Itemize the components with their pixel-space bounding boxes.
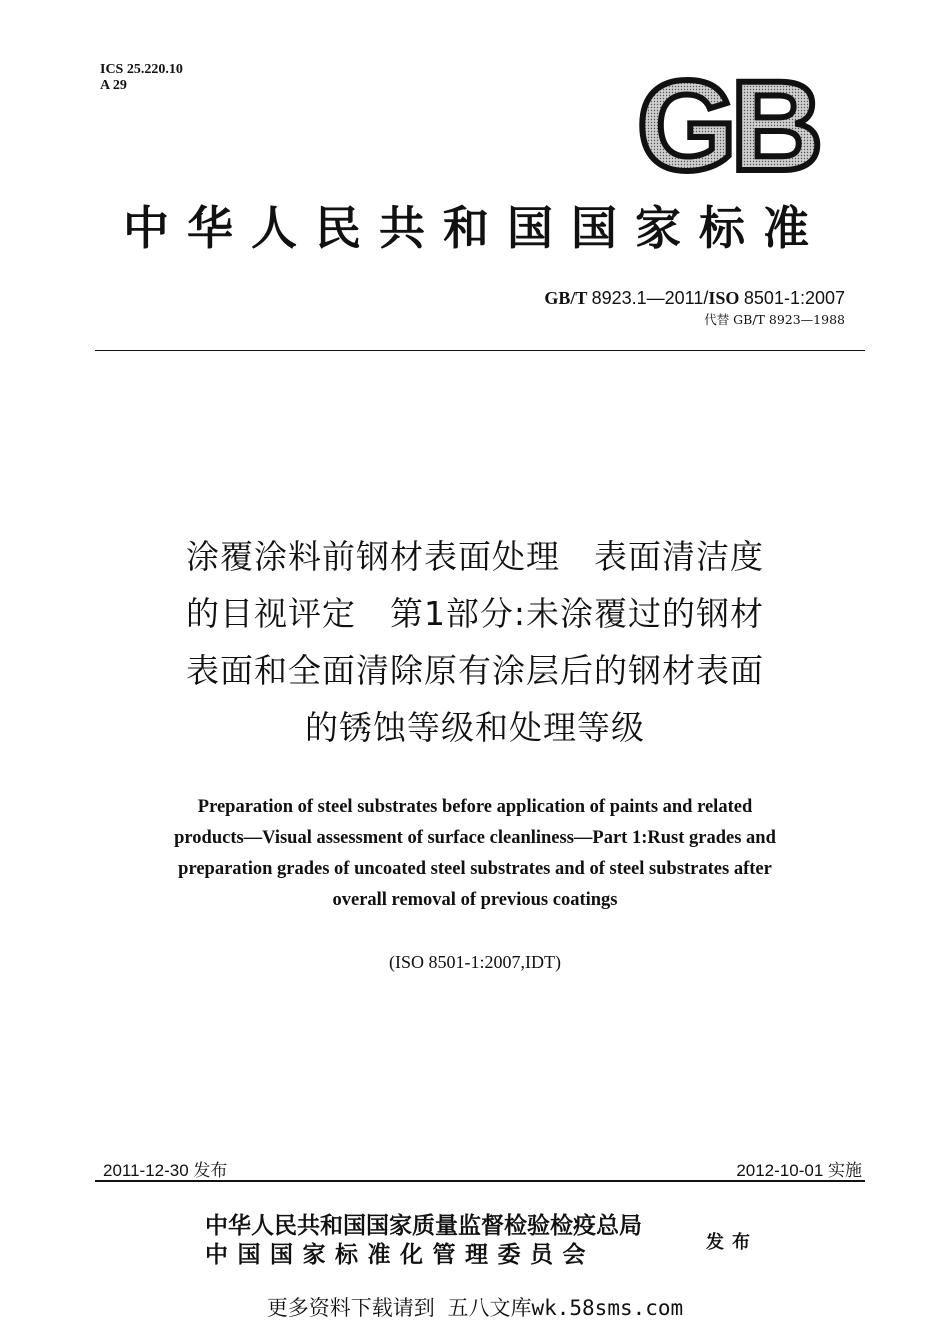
bottom-divider (95, 1180, 865, 1182)
footer-watermark: 更多资料下载请到 五八文库wk.58sms.com (266, 1296, 684, 1320)
ccs-code: A 29 (100, 78, 127, 93)
replaces-standard: 代替 GB/T 8923—1988 (704, 312, 845, 327)
iso-equivalence: (ISO 8501-1:2007,IDT) (389, 952, 561, 972)
english-title-line: preparation grades of uncoated steel substrates and of steel substrates after (178, 859, 772, 879)
english-title-line: Preparation of steel substrates before application of paints and related (197, 797, 753, 817)
standard-number-value: 8923.1—2011/ (591, 288, 709, 308)
top-divider (95, 350, 865, 351)
chinese-title (60, 528, 890, 756)
issuer-aqsiq: 中华人民共和国国家质量监督检验检疫总局 (205, 1213, 642, 1239)
chinese-title-line: 涂覆涂料前钢材表面处理 表面清洁度 (186, 537, 764, 576)
issuing-organizations (205, 1212, 642, 1270)
publish-label: 发布 (706, 1232, 758, 1253)
standard-prefix: GB/T (544, 288, 588, 308)
standard-number (544, 288, 845, 309)
english-title (80, 792, 870, 916)
classification-codes (100, 62, 183, 94)
gb-logo (632, 70, 822, 180)
issuer-sac: 中国国家标准化管理委员会 (205, 1242, 595, 1268)
english-title-line: products—Visual assessment of surface cleanliness—Part 1:Rust grades and (174, 828, 776, 848)
iso-number: 8501-1:2007 (743, 288, 845, 308)
iso-prefix: ISO (708, 288, 740, 308)
ics-code: ICS 25.220.10 (100, 62, 183, 77)
gb-logo-text: GB (637, 70, 817, 180)
english-title-line: overall removal of previous coatings (332, 890, 618, 910)
chinese-title-line: 表面和全面清除原有涂层后的钢材表面 (186, 651, 764, 690)
chinese-title-line: 的目视评定 第1部分:未涂覆过的钢材 (185, 594, 765, 633)
issue-date: 2011-12-30 发布 (103, 1161, 228, 1180)
national-standard-title: 中华人民共和国国家标准 (123, 201, 827, 255)
implementation-date: 2012-10-01 实施 (736, 1161, 862, 1180)
chinese-title-line: 的锈蚀等级和处理等级 (305, 708, 645, 747)
